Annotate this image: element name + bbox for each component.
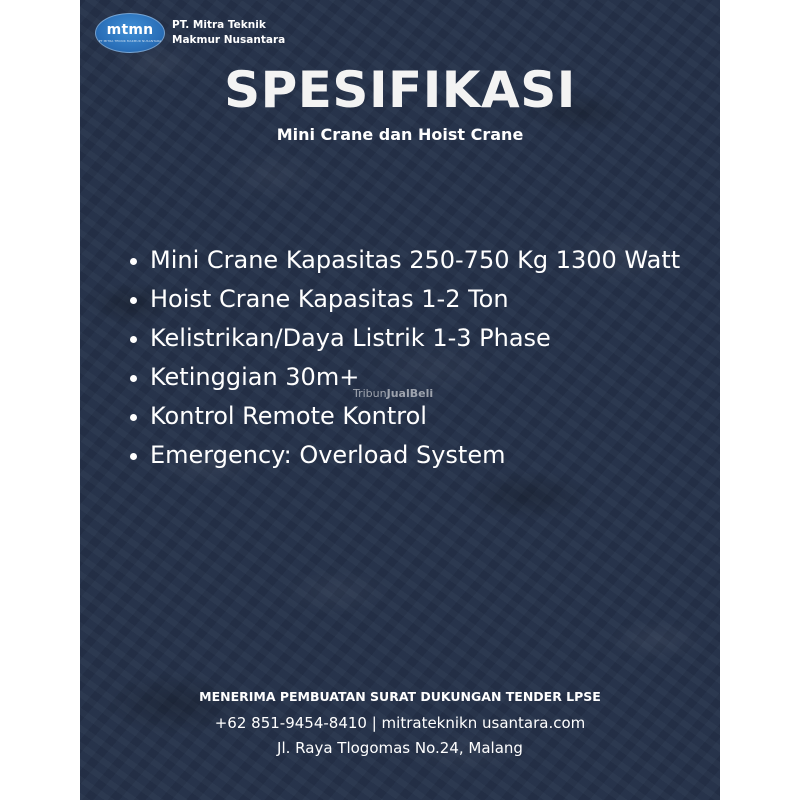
bullet-icon xyxy=(130,297,137,304)
page-title: SPESIFIKASI xyxy=(224,61,576,119)
spec-text: Kelistrikan/Daya Listrik 1-3 Phase xyxy=(150,324,551,352)
bullet-icon xyxy=(130,414,137,421)
footer-contact: +62 851-9454-8410 | mitrateknikn usantara.com xyxy=(214,714,586,732)
footer-address: Jl. Raya Tlogomas No.24, Malang xyxy=(277,739,523,757)
company-name-line1: PT. Mitra Teknik xyxy=(172,19,266,31)
company-name-line2: Makmur Nusantara xyxy=(172,34,286,46)
spec-item xyxy=(128,241,700,280)
spec-item xyxy=(128,436,700,475)
spec-item xyxy=(128,397,700,436)
bullet-icon xyxy=(130,453,137,460)
watermark-part1: Tribun xyxy=(353,387,387,400)
bullet-icon xyxy=(130,375,137,382)
spec-list xyxy=(128,241,700,475)
spec-item xyxy=(128,280,700,319)
spec-text: Hoist Crane Kapasitas 1-2 Ton xyxy=(150,285,509,313)
footer-tagline: MENERIMA PEMBUATAN SURAT DUKUNGAN TENDER LPSE xyxy=(199,689,601,704)
spec-text: Emergency: Overload System xyxy=(150,441,506,469)
bullet-icon xyxy=(130,258,137,265)
page-subtitle: Mini Crane dan Hoist Crane xyxy=(276,125,524,144)
spec-text: Kontrol Remote Kontrol xyxy=(150,402,427,430)
flyer xyxy=(80,0,720,800)
bullet-icon xyxy=(130,336,137,343)
logo-text: mtmn xyxy=(106,22,154,38)
spec-text: Mini Crane Kapasitas 250-750 Kg 1300 Watt xyxy=(150,246,681,274)
watermark xyxy=(353,387,433,401)
spec-text: Ketinggian 30m+ xyxy=(150,363,360,391)
spec-item xyxy=(128,319,700,358)
company-name xyxy=(172,18,285,48)
company-logo xyxy=(95,13,165,53)
watermark-part2: JualBeli xyxy=(386,387,434,400)
logo-tagline: PT MITRA TEKNIK MAKMUR NUSANTARA xyxy=(98,39,162,43)
